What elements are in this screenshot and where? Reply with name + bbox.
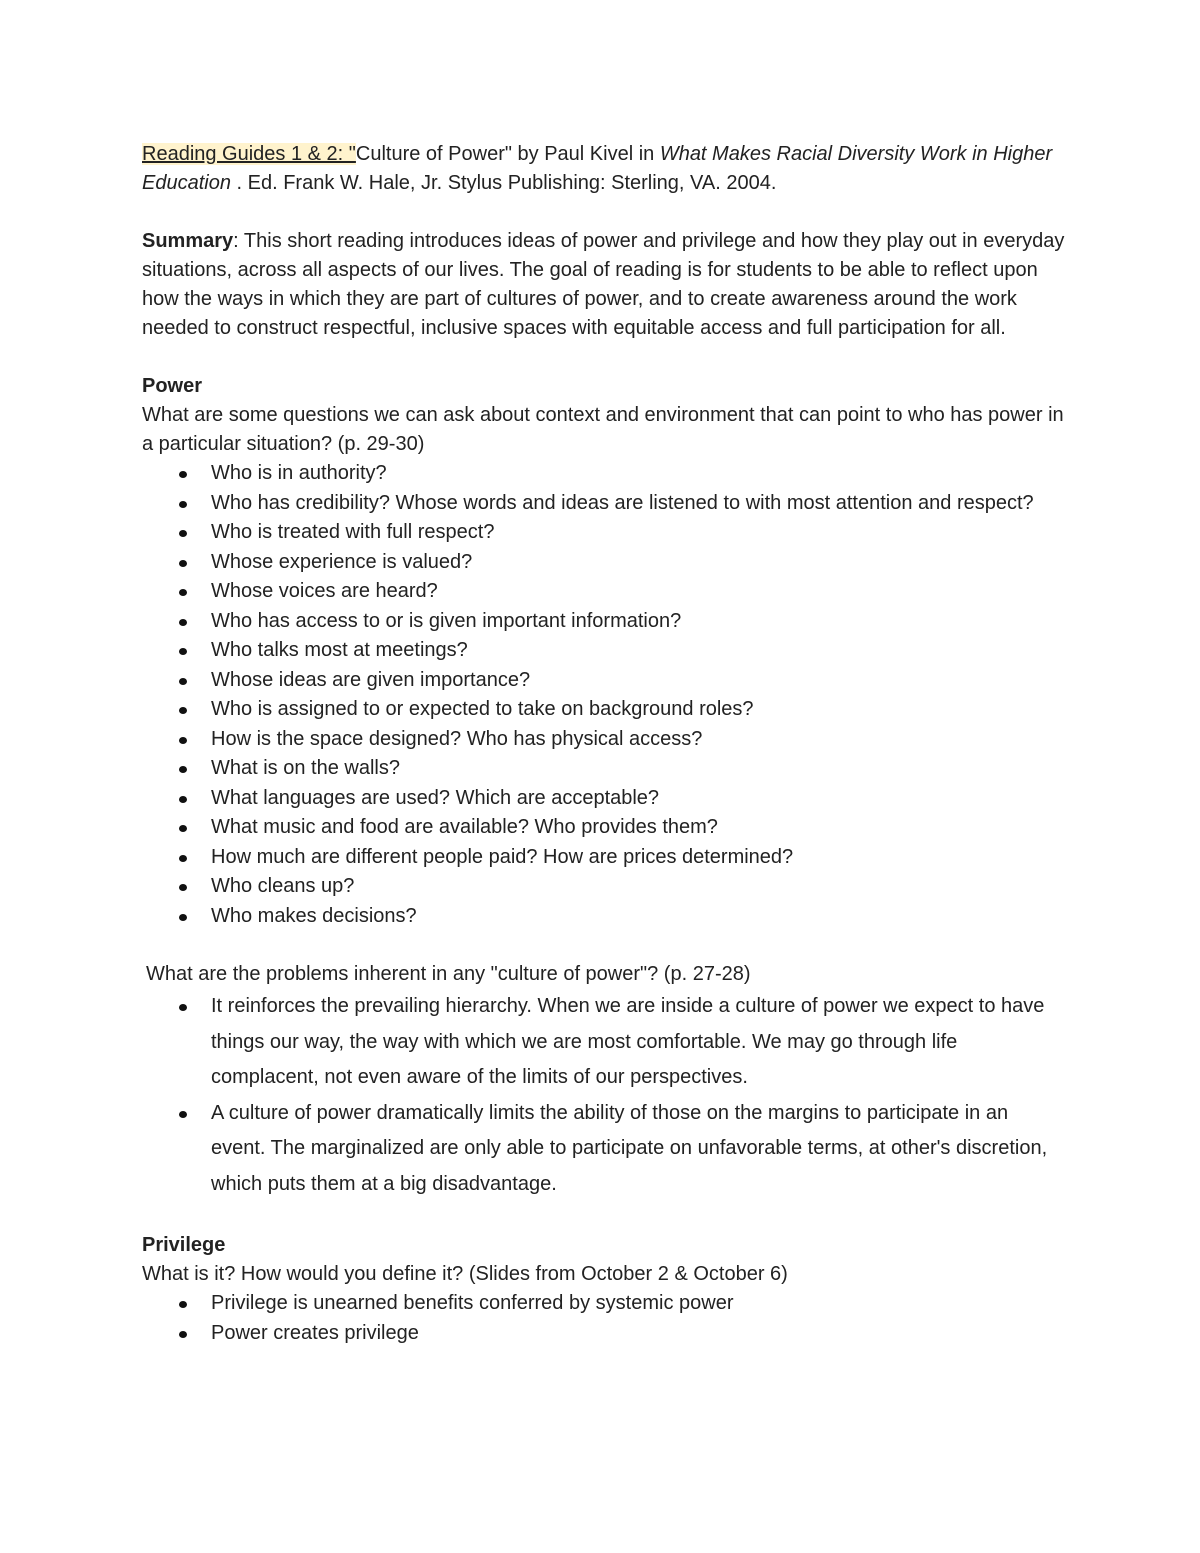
list-item: Who cleans up? [142,872,1067,902]
list-item: Who talks most at meetings? [142,636,1067,666]
list-item: What is on the walls? [142,754,1067,784]
privilege-question: What is it? How would you define it? (Slides from October 2 & October 6) [142,1263,788,1285]
summary-paragraph [142,227,1067,343]
citation-details: . Ed. Frank W. Hale, Jr. Stylus Publishing: Sterling, VA. 2004. [230,172,777,194]
privilege-heading: Privilege [142,1234,226,1256]
list-item: Whose ideas are given importance? [142,666,1067,696]
list-item: What languages are used? Which are acceptable? [142,784,1067,814]
article-title: Culture of Power" by Paul Kivel in [355,143,660,165]
list-item: Who has access to or is given important information? [142,607,1067,637]
list-item: Who is in authority? [142,459,1067,489]
list-item: It reinforces the prevailing hierarchy. When we are inside a culture of power we expect to have things our way, the way with which we are most comfortable. We may go through life complacent, not even aware of the limits of our perspectives. [142,989,1067,1096]
list-item: How much are different people paid? How are prices determined? [142,843,1067,873]
summary-label: Summary [142,230,234,252]
power-question: What are some questions we can ask about context and environment that can point to who has power in a particular situation? (p. 29-30) [142,404,1064,455]
list-item: Who is treated with full respect? [142,518,1067,548]
problems-list [142,989,1067,1202]
document-page [142,140,1067,1348]
list-item: Who makes decisions? [142,902,1067,932]
power-question-list [142,459,1067,931]
list-item: Whose voices are heard? [142,577,1067,607]
list-item: A culture of power dramatically limits the ability of those on the margins to participate in an event. The marginalized are only able to participate on unfavorable terms, at other's discretion, which puts them at a big disadvantage. [142,1096,1067,1203]
list-item: Whose experience is valued? [142,548,1067,578]
reading-guide-label: Reading Guides 1 & 2: " [142,143,356,165]
list-item: Who is assigned to or expected to take on background roles? [142,695,1067,725]
problems-question: What are the problems inherent in any "culture of power"? (p. 27-28) [146,963,751,985]
list-item: Power creates privilege [142,1319,1067,1349]
summary-text: : This short reading introduces ideas of power and privilege and how they play out in everyday situations, across all aspects of our lives. The goal of reading is for students to be able to reflect upon how the ways in which they are part of cultures of power, and to create awareness around the work needed to construct respectful, inclusive spaces with equitable access and full participation for all. [142,230,1065,339]
list-item: What music and food are available? Who provides them? [142,813,1067,843]
power-heading: Power [142,375,203,397]
list-item: How is the space designed? Who has physical access? [142,725,1067,755]
privilege-list [142,1289,1067,1348]
list-item: Who has credibility? Whose words and ideas are listened to with most attention and respect? [142,489,1067,519]
citation-header [142,140,1067,198]
list-item: Privilege is unearned benefits conferred by systemic power [142,1289,1067,1319]
book-title: What Makes Racial Diversity Work in Higher Education [142,143,1053,194]
